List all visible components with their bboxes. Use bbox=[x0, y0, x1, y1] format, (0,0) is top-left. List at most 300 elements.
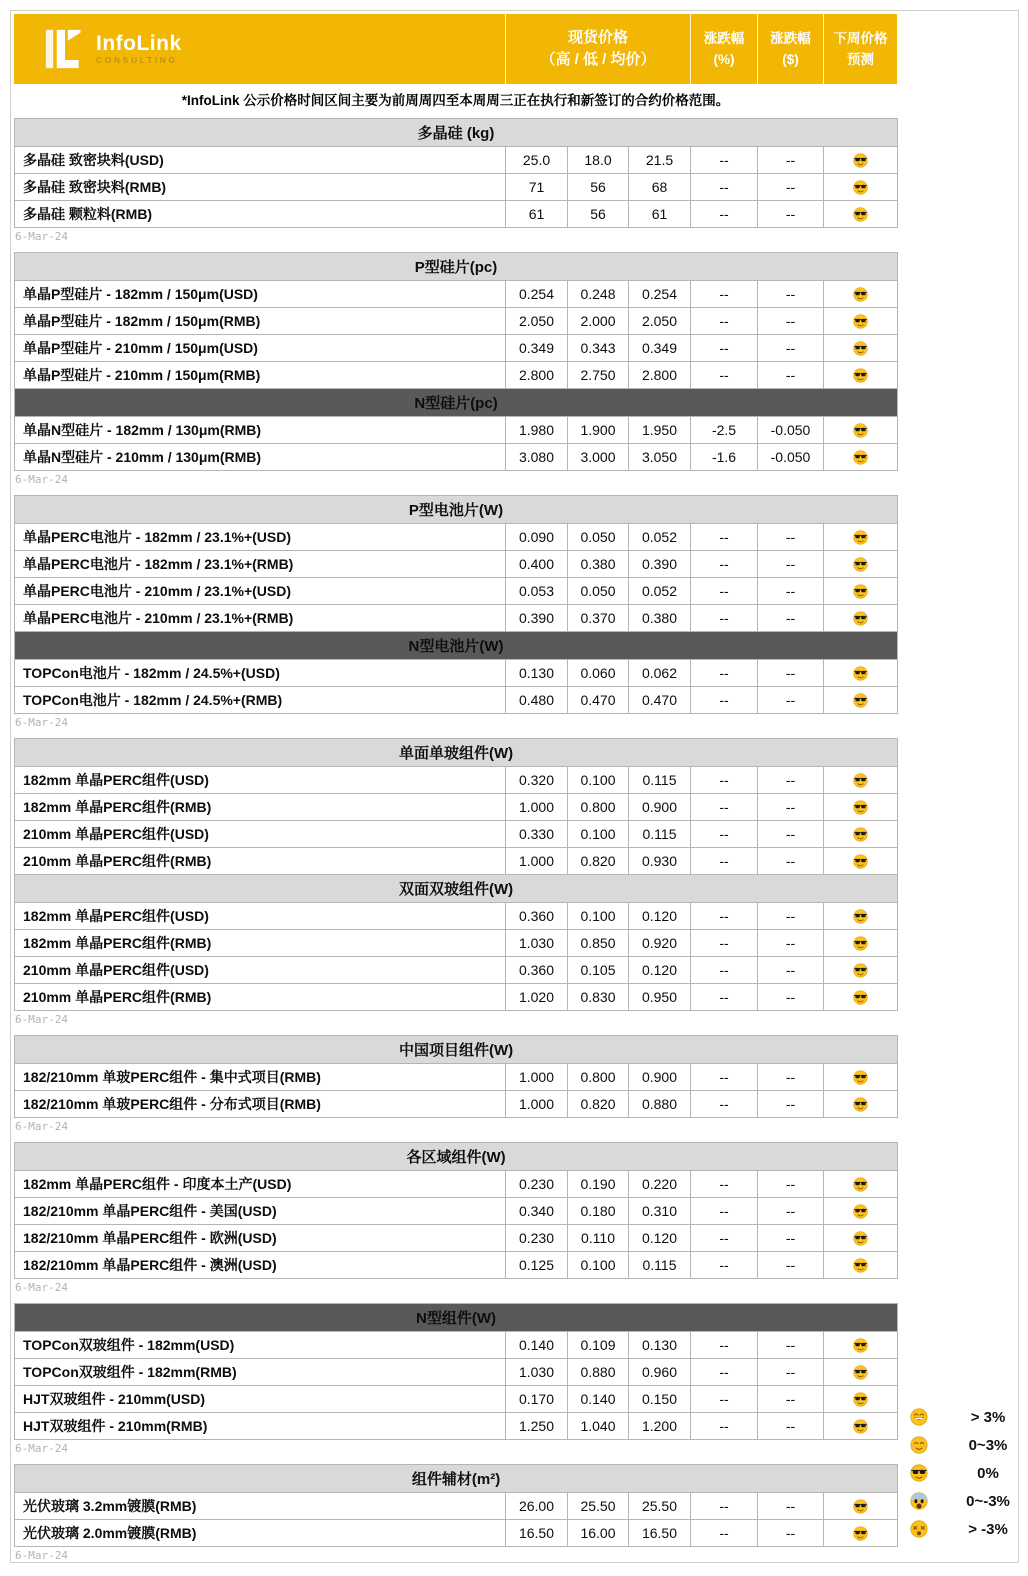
price-high-cell: 0.125 bbox=[506, 1252, 568, 1279]
sunglasses-emoji-icon bbox=[853, 962, 868, 978]
change-pct-cell: -- bbox=[691, 281, 758, 308]
sunglasses-emoji-icon bbox=[853, 1498, 868, 1514]
sunglasses-emoji-icon bbox=[853, 908, 868, 924]
table-row bbox=[15, 1332, 898, 1359]
sunglasses-emoji-icon bbox=[853, 1391, 868, 1407]
product-name-cell: 多晶硅 致密块料(RMB) bbox=[15, 174, 506, 201]
product-name-cell: 单晶P型硅片 - 182mm / 150μm(USD) bbox=[15, 281, 506, 308]
price-avg-cell: 0.900 bbox=[629, 1064, 691, 1091]
change-pct-cell: -- bbox=[691, 174, 758, 201]
change-usd-cell: -0.050 bbox=[758, 417, 824, 444]
forecast-emoji-cell bbox=[824, 794, 898, 821]
forecast-emoji-cell bbox=[824, 174, 898, 201]
section-title: N型电池片(W) bbox=[15, 632, 898, 660]
sunglasses-emoji-icon bbox=[853, 1525, 868, 1541]
sunglasses-emoji-icon bbox=[853, 422, 868, 438]
price-high-cell: 16.50 bbox=[506, 1520, 568, 1547]
price-high-cell: 3.080 bbox=[506, 444, 568, 471]
price-high-cell: 1.980 bbox=[506, 417, 568, 444]
grin-emoji-icon bbox=[910, 1408, 932, 1426]
price-table-area bbox=[14, 118, 897, 1563]
section-header-row bbox=[15, 253, 898, 281]
scream-emoji-icon bbox=[910, 1492, 932, 1510]
price-low-cell: 0.109 bbox=[568, 1332, 629, 1359]
product-name-cell: TOPCon双玻组件 - 182mm(USD) bbox=[15, 1332, 506, 1359]
table-row bbox=[15, 444, 898, 471]
price-high-cell: 0.400 bbox=[506, 551, 568, 578]
table-row bbox=[15, 848, 898, 875]
price-low-cell: 1.900 bbox=[568, 417, 629, 444]
product-name-cell: 单晶PERC电池片 - 210mm / 23.1%+(RMB) bbox=[15, 605, 506, 632]
change-usd-cell: -- bbox=[758, 1520, 824, 1547]
table-row bbox=[15, 335, 898, 362]
section-title: 单面单玻组件(W) bbox=[15, 739, 898, 767]
table-row bbox=[15, 578, 898, 605]
price-avg-cell: 1.200 bbox=[629, 1413, 691, 1440]
price-high-cell: 0.230 bbox=[506, 1171, 568, 1198]
price-low-cell: 3.000 bbox=[568, 444, 629, 471]
section-header-row bbox=[15, 1143, 898, 1171]
change-usd-cell: -- bbox=[758, 1332, 824, 1359]
brand-name: InfoLink bbox=[96, 31, 182, 55]
price-avg-cell: 2.050 bbox=[629, 308, 691, 335]
legend-label: > 3% bbox=[970, 1408, 1006, 1426]
smile-emoji-icon bbox=[910, 1436, 932, 1454]
change-usd-cell: -- bbox=[758, 903, 824, 930]
product-name-cell: 多晶硅 致密块料(USD) bbox=[15, 147, 506, 174]
price-avg-cell: 61 bbox=[629, 201, 691, 228]
change-pct-cell: -- bbox=[691, 308, 758, 335]
table-row bbox=[15, 1252, 898, 1279]
date-label: 6-Mar-24 bbox=[15, 1120, 68, 1133]
sunglasses-emoji-icon bbox=[853, 1203, 868, 1219]
change-usd-cell: -- bbox=[758, 335, 824, 362]
change-usd-cell: -- bbox=[758, 794, 824, 821]
product-name-cell: 多晶硅 颗粒料(RMB) bbox=[15, 201, 506, 228]
table-row bbox=[15, 281, 898, 308]
sunglasses-emoji-icon bbox=[853, 583, 868, 599]
date-label: 6-Mar-24 bbox=[15, 1281, 68, 1294]
price-high-cell: 25.0 bbox=[506, 147, 568, 174]
legend-item bbox=[910, 1403, 1028, 1431]
change-pct-cell: -- bbox=[691, 767, 758, 794]
table-row bbox=[15, 605, 898, 632]
forecast-label: 下周价格 bbox=[833, 31, 888, 46]
forecast-legend bbox=[910, 1403, 1028, 1543]
product-name-cell: 210mm 单晶PERC组件(USD) bbox=[15, 821, 506, 848]
change-usd-cell: -- bbox=[758, 1171, 824, 1198]
change-pct-cell: -1.6 bbox=[691, 444, 758, 471]
spot-price-sub: （高 / 低 / 均价） bbox=[540, 51, 656, 68]
price-high-cell: 26.00 bbox=[506, 1493, 568, 1520]
change-usd-cell: -- bbox=[758, 308, 824, 335]
price-high-cell: 1.020 bbox=[506, 984, 568, 1011]
forecast-sub: 预测 bbox=[847, 52, 874, 67]
product-name-cell: 单晶P型硅片 - 210mm / 150μm(RMB) bbox=[15, 362, 506, 389]
section-title: P型硅片(pc) bbox=[15, 253, 898, 281]
price-low-cell: 0.100 bbox=[568, 903, 629, 930]
sunglasses-emoji-icon bbox=[853, 1096, 868, 1112]
change-usd-cell: -- bbox=[758, 174, 824, 201]
table-row bbox=[15, 767, 898, 794]
section-header-row bbox=[15, 389, 898, 417]
price-low-cell: 0.140 bbox=[568, 1386, 629, 1413]
section-header-row bbox=[15, 875, 898, 903]
section-title: 双面双玻组件(W) bbox=[15, 875, 898, 903]
change-usd-cell: -- bbox=[758, 1413, 824, 1440]
price-avg-cell: 0.349 bbox=[629, 335, 691, 362]
sunglasses-emoji-icon bbox=[853, 1257, 868, 1273]
change-pct-cell: -- bbox=[691, 201, 758, 228]
change-pct-cell: -- bbox=[691, 821, 758, 848]
product-name-cell: TOPCon双玻组件 - 182mm(RMB) bbox=[15, 1359, 506, 1386]
price-low-cell: 56 bbox=[568, 201, 629, 228]
price-low-cell: 18.0 bbox=[568, 147, 629, 174]
sunglasses-emoji-icon bbox=[853, 340, 868, 356]
date-label: 6-Mar-24 bbox=[15, 1013, 68, 1026]
price-low-cell: 0.820 bbox=[568, 848, 629, 875]
product-name-cell: 单晶N型硅片 - 182mm / 130μm(RMB) bbox=[15, 417, 506, 444]
price-high-cell: 1.000 bbox=[506, 848, 568, 875]
section-title: N型硅片(pc) bbox=[15, 389, 898, 417]
forecast-emoji-cell bbox=[824, 605, 898, 632]
price-high-cell: 1.030 bbox=[506, 1359, 568, 1386]
price-high-cell: 0.360 bbox=[506, 903, 568, 930]
price-high-cell: 0.130 bbox=[506, 660, 568, 687]
change-pct-sub: (%) bbox=[713, 52, 735, 67]
forecast-emoji-cell bbox=[824, 362, 898, 389]
forecast-emoji-cell bbox=[824, 848, 898, 875]
change-pct-cell: -- bbox=[691, 551, 758, 578]
section-title: 中国项目组件(W) bbox=[15, 1036, 898, 1064]
price-low-cell: 0.190 bbox=[568, 1171, 629, 1198]
forecast-emoji-cell bbox=[824, 201, 898, 228]
infolink-logo-icon bbox=[44, 27, 86, 71]
price-high-cell: 0.480 bbox=[506, 687, 568, 714]
price-avg-cell: 0.120 bbox=[629, 903, 691, 930]
price-avg-cell: 0.390 bbox=[629, 551, 691, 578]
product-name-cell: 182/210mm 单玻PERC组件 - 集中式项目(RMB) bbox=[15, 1064, 506, 1091]
change-pct-cell: -- bbox=[691, 1359, 758, 1386]
legend-item bbox=[910, 1515, 1028, 1543]
table-row bbox=[15, 687, 898, 714]
product-name-cell: 182mm 单晶PERC组件(USD) bbox=[15, 903, 506, 930]
price-avg-cell: 16.50 bbox=[629, 1520, 691, 1547]
table-row bbox=[15, 984, 898, 1011]
change-pct-cell: -- bbox=[691, 660, 758, 687]
table-row bbox=[15, 1225, 898, 1252]
price-low-cell: 0.470 bbox=[568, 687, 629, 714]
sunglasses-emoji-icon bbox=[853, 989, 868, 1005]
price-avg-cell: 0.920 bbox=[629, 930, 691, 957]
price-low-cell: 1.040 bbox=[568, 1413, 629, 1440]
forecast-emoji-cell bbox=[824, 578, 898, 605]
product-name-cell: 182mm 单晶PERC组件(USD) bbox=[15, 767, 506, 794]
price-avg-cell: 0.930 bbox=[629, 848, 691, 875]
price-high-cell: 0.230 bbox=[506, 1225, 568, 1252]
price-low-cell: 0.820 bbox=[568, 1091, 629, 1118]
change-pct-cell: -- bbox=[691, 605, 758, 632]
sunglasses-emoji-icon bbox=[853, 935, 868, 951]
change-usd-cell: -- bbox=[758, 687, 824, 714]
forecast-emoji-cell bbox=[824, 1064, 898, 1091]
infolink-logo bbox=[14, 14, 505, 84]
product-name-cell: TOPCon电池片 - 182mm / 24.5%+(USD) bbox=[15, 660, 506, 687]
price-avg-cell: 0.120 bbox=[629, 957, 691, 984]
table-row bbox=[15, 930, 898, 957]
sunglasses-emoji-icon bbox=[853, 313, 868, 329]
price-avg-cell: 0.380 bbox=[629, 605, 691, 632]
table-row bbox=[15, 1413, 898, 1440]
change-pct-cell: -- bbox=[691, 848, 758, 875]
product-name-cell: 182/210mm 单晶PERC组件 - 澳洲(USD) bbox=[15, 1252, 506, 1279]
price-high-cell: 1.000 bbox=[506, 794, 568, 821]
table-row bbox=[15, 660, 898, 687]
change-pct-cell: -- bbox=[691, 524, 758, 551]
price-low-cell: 0.100 bbox=[568, 1252, 629, 1279]
forecast-emoji-cell bbox=[824, 1493, 898, 1520]
legend-item bbox=[910, 1431, 1028, 1459]
price-avg-cell: 0.900 bbox=[629, 794, 691, 821]
price-table bbox=[14, 1142, 898, 1279]
forecast-emoji-cell bbox=[824, 984, 898, 1011]
forecast-emoji-cell bbox=[824, 1198, 898, 1225]
sunglasses-emoji-icon bbox=[853, 853, 868, 869]
price-table bbox=[14, 1035, 898, 1118]
sunglasses-emoji-icon bbox=[853, 556, 868, 572]
sunglasses-emoji-icon bbox=[853, 1337, 868, 1353]
section-title: N型组件(W) bbox=[15, 1304, 898, 1332]
forecast-emoji-cell bbox=[824, 1332, 898, 1359]
price-table bbox=[14, 495, 898, 714]
price-low-cell: 0.370 bbox=[568, 605, 629, 632]
sunglasses-emoji-icon bbox=[853, 826, 868, 842]
table-row bbox=[15, 174, 898, 201]
price-low-cell: 0.110 bbox=[568, 1225, 629, 1252]
section-title: 多晶硅 (kg) bbox=[15, 119, 898, 147]
forecast-emoji-cell bbox=[824, 930, 898, 957]
change-usd-cell: -- bbox=[758, 605, 824, 632]
product-name-cell: 光伏玻璃 3.2mm镀膜(RMB) bbox=[15, 1493, 506, 1520]
price-high-cell: 2.050 bbox=[506, 308, 568, 335]
table-row bbox=[15, 308, 898, 335]
brand-header bbox=[14, 14, 897, 84]
product-name-cell: 182mm 单晶PERC组件 - 印度本土产(USD) bbox=[15, 1171, 506, 1198]
price-note: *InfoLink 公示价格时间区间主要为前周周四至本周周三正在执行和新签订的合约价格范围。 bbox=[181, 93, 730, 108]
price-table bbox=[14, 1464, 898, 1547]
price-low-cell: 0.800 bbox=[568, 1064, 629, 1091]
sunglasses-emoji-icon bbox=[853, 1364, 868, 1380]
product-name-cell: 单晶PERC电池片 - 182mm / 23.1%+(RMB) bbox=[15, 551, 506, 578]
product-name-cell: 182mm 单晶PERC组件(RMB) bbox=[15, 794, 506, 821]
change-usd-cell: -- bbox=[758, 1252, 824, 1279]
price-high-cell: 71 bbox=[506, 174, 568, 201]
section-title: P型电池片(W) bbox=[15, 496, 898, 524]
change-usd-cell: -- bbox=[758, 660, 824, 687]
price-high-cell: 1.250 bbox=[506, 1413, 568, 1440]
table-row bbox=[15, 201, 898, 228]
product-name-cell: 210mm 单晶PERC组件(RMB) bbox=[15, 984, 506, 1011]
legend-label: 0~-3% bbox=[966, 1492, 1010, 1510]
change-usd-cell: -- bbox=[758, 1386, 824, 1413]
price-low-cell: 0.800 bbox=[568, 794, 629, 821]
price-high-cell: 1.000 bbox=[506, 1091, 568, 1118]
legend-item bbox=[910, 1487, 1028, 1515]
change-usd-cell: -- bbox=[758, 524, 824, 551]
price-table bbox=[14, 118, 898, 228]
price-avg-cell: 0.310 bbox=[629, 1198, 691, 1225]
sunglasses-emoji-icon bbox=[853, 367, 868, 383]
sunglasses-emoji-icon bbox=[853, 449, 868, 465]
price-low-cell: 0.830 bbox=[568, 984, 629, 1011]
date-label: 6-Mar-24 bbox=[15, 473, 68, 486]
change-usd-cell: -- bbox=[758, 930, 824, 957]
table-row bbox=[15, 1091, 898, 1118]
change-usd-label: 涨跌幅 bbox=[770, 31, 811, 46]
change-pct-cell: -- bbox=[691, 362, 758, 389]
sunglasses-emoji-icon bbox=[853, 1230, 868, 1246]
price-low-cell: 0.060 bbox=[568, 660, 629, 687]
brand-subtitle: CONSULTING bbox=[96, 54, 178, 65]
product-name-cell: TOPCon电池片 - 182mm / 24.5%+(RMB) bbox=[15, 687, 506, 714]
price-high-cell: 2.800 bbox=[506, 362, 568, 389]
price-table bbox=[14, 252, 898, 471]
change-usd-cell: -- bbox=[758, 984, 824, 1011]
price-high-cell: 1.030 bbox=[506, 930, 568, 957]
date-label: 6-Mar-24 bbox=[15, 1442, 68, 1455]
table-row bbox=[15, 1359, 898, 1386]
price-avg-cell: 0.950 bbox=[629, 984, 691, 1011]
section-header-row bbox=[15, 1465, 898, 1493]
table-row bbox=[15, 1520, 898, 1547]
price-table bbox=[14, 1303, 898, 1440]
price-avg-cell: 0.115 bbox=[629, 1252, 691, 1279]
change-usd-cell: -- bbox=[758, 578, 824, 605]
price-high-cell: 0.170 bbox=[506, 1386, 568, 1413]
sunglasses-emoji-icon bbox=[853, 1176, 868, 1192]
forecast-emoji-cell bbox=[824, 1252, 898, 1279]
change-usd-cell: -- bbox=[758, 821, 824, 848]
change-usd-cell: -- bbox=[758, 1225, 824, 1252]
table-row bbox=[15, 417, 898, 444]
change-pct-cell: -- bbox=[691, 1064, 758, 1091]
change-pct-cell: -- bbox=[691, 1171, 758, 1198]
product-name-cell: 单晶PERC电池片 - 182mm / 23.1%+(USD) bbox=[15, 524, 506, 551]
forecast-emoji-cell bbox=[824, 335, 898, 362]
change-pct-cell: -- bbox=[691, 1332, 758, 1359]
price-high-cell: 0.360 bbox=[506, 957, 568, 984]
sunglasses-emoji-icon bbox=[853, 179, 868, 195]
section-header-row bbox=[15, 496, 898, 524]
price-avg-cell: 0.062 bbox=[629, 660, 691, 687]
sunglasses-emoji-icon bbox=[853, 772, 868, 788]
price-low-cell: 0.100 bbox=[568, 767, 629, 794]
forecast-emoji-cell bbox=[824, 308, 898, 335]
sunglasses-emoji-icon bbox=[853, 152, 868, 168]
forecast-emoji-cell bbox=[824, 444, 898, 471]
price-table bbox=[14, 738, 898, 1011]
legend-label: > -3% bbox=[968, 1520, 1008, 1538]
change-pct-cell: -- bbox=[691, 1091, 758, 1118]
price-low-cell: 0.248 bbox=[568, 281, 629, 308]
price-avg-cell: 0.115 bbox=[629, 821, 691, 848]
section-header-row bbox=[15, 632, 898, 660]
change-pct-cell: -- bbox=[691, 984, 758, 1011]
table-row bbox=[15, 524, 898, 551]
sunglasses-emoji-icon bbox=[853, 206, 868, 222]
column-header-change-usd bbox=[757, 14, 823, 84]
product-name-cell: HJT双玻组件 - 210mm(USD) bbox=[15, 1386, 506, 1413]
forecast-emoji-cell bbox=[824, 660, 898, 687]
price-low-cell: 16.00 bbox=[568, 1520, 629, 1547]
change-usd-cell: -- bbox=[758, 848, 824, 875]
change-usd-cell: -- bbox=[758, 1064, 824, 1091]
sunglasses-emoji-icon bbox=[853, 692, 868, 708]
sunglasses-emoji-icon bbox=[853, 286, 868, 302]
change-usd-cell: -- bbox=[758, 281, 824, 308]
price-high-cell: 0.340 bbox=[506, 1198, 568, 1225]
table-row bbox=[15, 1064, 898, 1091]
price-high-cell: 61 bbox=[506, 201, 568, 228]
price-avg-cell: 0.052 bbox=[629, 524, 691, 551]
section-title: 各区域组件(W) bbox=[15, 1143, 898, 1171]
change-pct-cell: -- bbox=[691, 1520, 758, 1547]
price-high-cell: 0.330 bbox=[506, 821, 568, 848]
sunglasses-emoji-icon bbox=[853, 1418, 868, 1434]
price-low-cell: 0.380 bbox=[568, 551, 629, 578]
spot-price-label: 现货价格 bbox=[567, 29, 628, 46]
change-pct-cell: -- bbox=[691, 1413, 758, 1440]
forecast-emoji-cell bbox=[824, 1386, 898, 1413]
change-pct-cell: -- bbox=[691, 1386, 758, 1413]
change-usd-cell: -- bbox=[758, 957, 824, 984]
date-label: 6-Mar-24 bbox=[15, 230, 68, 243]
forecast-emoji-cell bbox=[824, 767, 898, 794]
price-low-cell: 25.50 bbox=[568, 1493, 629, 1520]
product-name-cell: 182/210mm 单玻PERC组件 - 分布式项目(RMB) bbox=[15, 1091, 506, 1118]
price-low-cell: 0.100 bbox=[568, 821, 629, 848]
product-name-cell: 182mm 单晶PERC组件(RMB) bbox=[15, 930, 506, 957]
price-low-cell: 2.750 bbox=[568, 362, 629, 389]
price-avg-cell: 2.800 bbox=[629, 362, 691, 389]
change-usd-cell: -- bbox=[758, 362, 824, 389]
change-usd-cell: -- bbox=[758, 201, 824, 228]
date-label: 6-Mar-24 bbox=[15, 716, 68, 729]
change-pct-cell: -- bbox=[691, 794, 758, 821]
sunglasses-emoji-icon bbox=[853, 665, 868, 681]
price-high-cell: 0.320 bbox=[506, 767, 568, 794]
price-avg-cell: 0.130 bbox=[629, 1332, 691, 1359]
price-avg-cell: 0.470 bbox=[629, 687, 691, 714]
change-usd-cell: -0.050 bbox=[758, 444, 824, 471]
forecast-emoji-cell bbox=[824, 1359, 898, 1386]
sunglasses-emoji-icon bbox=[853, 1069, 868, 1085]
price-avg-cell: 0.880 bbox=[629, 1091, 691, 1118]
forecast-emoji-cell bbox=[824, 903, 898, 930]
column-header-forecast bbox=[823, 14, 897, 84]
price-avg-cell: 21.5 bbox=[629, 147, 691, 174]
forecast-emoji-cell bbox=[824, 1225, 898, 1252]
product-name-cell: 单晶PERC电池片 - 210mm / 23.1%+(USD) bbox=[15, 578, 506, 605]
price-high-cell: 0.090 bbox=[506, 524, 568, 551]
change-pct-cell: -2.5 bbox=[691, 417, 758, 444]
legend-label: 0~3% bbox=[968, 1436, 1008, 1454]
forecast-emoji-cell bbox=[824, 687, 898, 714]
change-pct-cell: -- bbox=[691, 1252, 758, 1279]
change-pct-cell: -- bbox=[691, 687, 758, 714]
price-avg-cell: 0.254 bbox=[629, 281, 691, 308]
forecast-emoji-cell bbox=[824, 551, 898, 578]
